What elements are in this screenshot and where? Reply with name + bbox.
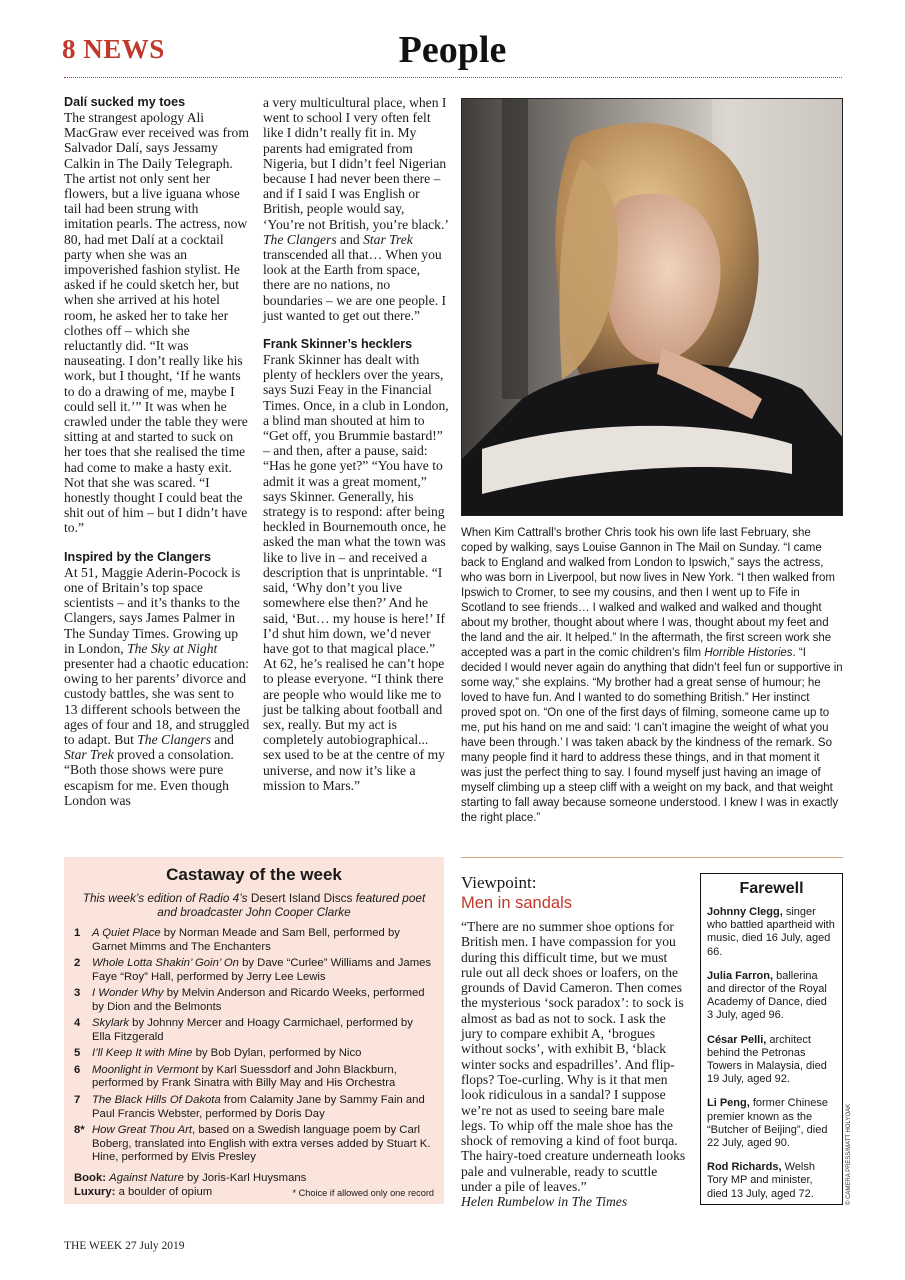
photo-credit: © CAMERA PRESS/MATT HOLYOAK <box>846 1103 852 1205</box>
viewpoint-headline: Men in sandals <box>461 894 572 912</box>
track-text: I’ll Keep It with Mine by Bob Dylan, performed by Nico <box>92 1047 362 1060</box>
farewell-box <box>700 873 843 1205</box>
track-item <box>74 1047 434 1061</box>
track-text: I Wonder Why by Melvin Anderson and Ricardo Weeks, performed by Dion and the Belmonts <box>92 987 425 1013</box>
caption-divider <box>461 857 843 858</box>
track-item <box>74 987 434 1015</box>
track-number: 1 <box>74 927 81 939</box>
obituary-item: Rod Richards, Welsh Tory MP and minister, died 13 July, aged 72. <box>707 1161 815 1200</box>
column-2 <box>263 95 449 793</box>
track-list <box>74 927 434 1165</box>
obituary-list <box>707 906 836 1201</box>
story-dali-heading: Dalí sucked my toes <box>64 95 186 109</box>
castaway-box <box>64 857 444 1204</box>
track-number: 6 <box>74 1063 81 1076</box>
track-text: The Black Hills Of Dakota from Calamity Jane by Sammy Fain and Paul Francis Webster, performed by Doris Day <box>92 1093 425 1120</box>
castaway-note: * Choice if allowed only one record <box>292 1188 434 1199</box>
portrait-photo <box>461 98 843 516</box>
track-text: How Great Thou Art, based on a Swedish language poem by Carl Boberg, translated into English with extra verses added by Stuart K. Hine, performed by Elvis Presley <box>92 1123 431 1164</box>
section-label: 8 NEWS <box>62 34 165 64</box>
track-number: 3 <box>74 987 81 1000</box>
farewell-title: Farewell <box>739 880 804 897</box>
story-clangers-continued: a very multicultural place, when I went to school I very often felt like I didn’t really fit in. My parents had emigrated from Nigeria, but I didn’t feel Nigerian because I had never been there – and if I said I was English or British, people would say, ‘You’re not British, you’re black.’ The Clangers and Star Trek transcended all that… When you look at the Earth from space, there are no nations, no boundaries – we are one people. I just wanted to get out there.” <box>263 95 448 323</box>
track-item <box>74 1017 434 1045</box>
story-dali-body: The strangest apology Ali MacGraw ever received was from Salvador Dalí, says Jessamy Calkin in The Daily Telegraph. The artist not only sent her flowers, but a live iguana whose tail had been strung with imitation pearls. The actress, now 80, had met Dalí at a cocktail party when she was an impoverished fashion stylist. He asked if he could sketch her, but when she arrived at his hotel room, he asked her to take her clothes off – which she reluctantly did. “It was nauseating. I don’t really like his work, but I thought, ‘If he wants to do a drawing of me, maybe I could sell it.’” It was when he crawled under the table they were sitting at and started to suck on her toes that she realised the time had come to make a hasty exit. Not that she was scared. “I honestly thought I could beat the shit out of him – but I didn’t have to.” <box>64 110 249 536</box>
obituary-item: César Pelli, architect behind the Petronas Towers in Malaysia, died 19 July, aged 92. <box>707 1033 827 1086</box>
viewpoint-column <box>461 873 689 1210</box>
track-text: Moonlight in Vermont by Karl Suessdorf and John Blackburn, performed by Frank Sinatra with Billy May and His Orchestra <box>92 1063 397 1090</box>
track-number: 7 <box>74 1093 81 1106</box>
track-item <box>74 927 434 955</box>
track-number: 2 <box>74 957 81 970</box>
track-text: A Quiet Place by Norman Meade and Sam Bell, performed by Garnet Mimms and The Enchanters <box>92 927 400 953</box>
header-divider <box>64 77 842 78</box>
castaway-book: Book: Against Nature by Joris-Karl Huysmans <box>74 1172 307 1185</box>
track-item <box>74 957 434 985</box>
story-clangers-body: At 51, Maggie Aderin-Pocock is one of Britain’s top space scientists – and it’s thanks to the Clangers, says James Palmer in The Sunday Times. Growing up in London, The Sky at Night presenter had a chaotic education: owing to her parents’ divorce and custody battles, she was sent to 13 different schools between the ages of four and 18, and struggled to adapt. But The Clangers and Star Trek proved a consolation. “Both those shows were pure escapism for me. Even though London was <box>64 564 250 808</box>
track-number: 8* <box>74 1123 85 1136</box>
track-number: 5 <box>74 1047 81 1060</box>
story-skinner-heading: Frank Skinner’s hecklers <box>263 337 413 352</box>
obituary-item: Li Peng, former Chinese premier known as the “Butcher of Beijing”, died 22 July, aged 90. <box>707 1097 829 1150</box>
castaway-luxury: Luxury: a boulder of opium * Choice if allowed only one record <box>74 1186 434 1199</box>
castaway-title: Castaway of the week <box>166 865 342 884</box>
obituary-item: Julia Farron, ballerina and director of the Royal Academy of Dance, died 3 July, aged 96. <box>707 969 827 1022</box>
track-number: 4 <box>74 1017 81 1030</box>
column-1 <box>64 95 250 808</box>
track-item <box>74 1124 434 1165</box>
page-title: People <box>398 29 507 71</box>
viewpoint-body: “There are no summer shoe options for British men. I have compassion for you during this difficult time, but we must rule out all deck shoes or loafers, on the grounds of David Cameron. Then comes the mysterious ‘sock paradox’: to sock is almost as bad as not to sock. I ask the jury to compare exhibit A, ‘brogues without socks’, with exhibit B, ‘black winter socks and espadrilles’. And flip-flops? Toe-curling. Why is it that men look ridiculous in a sandal? I suppose we’re not as used to seeing bare male legs. To whip off the male shoe has the shock of removing a kind of foot burqa. The hairy-toed creature underneath looks pale and vulnerable, ready to scuttle under a pile of leaves.” <box>461 919 686 1195</box>
castaway-intro: This week’s edition of Radio 4’s Desert Island Discs featured poet and broadcaster John Cooper Clarke <box>82 891 426 919</box>
photo-caption: When Kim Cattrall’s brother Chris took his own life last February, she coped by walking, says Louise Gannon in The Mail on Sunday. “I came back to England and walked from London to Ipswich,” says the actress, who was born in Liverpool, but now lives in New York. “I then walked from Ipswich to Cromer, to see my cousins, and then I went up to Fife in Scotland to see friends… I walked and walked and walked and thought about my brother, thought about where I was, thought about my feet and the land and the air. It helped.” In the aftermath, the first screen work she accepted was a part in the comic children’s film Horrible Histories. “I decided I would never again do anything that didn’t feel fun or supportive in some way,” she explains. “My brother had a great sense of humour; he loved to have fun. And I wanted to do something British.” Her instinct proved spot on. “On one of the first days of filming, someone came up to me, put his hand on me and said: ‘I can’t imagine the weight of what you have been through.’ I was taken aback by the kindness of the remark. So many people find it hard to address these things, and in that moment it was just the perfect thing to say. I found myself just having an image of myself climbing up a steep cliff with a weight on my back, and that weight starting to fall away because someone understood. I knew I was in exactly the right place.” <box>461 527 843 824</box>
track-text: Skylark by Johnny Mercer and Hoagy Carmichael, performed by Ella Fitzgerald <box>92 1017 413 1044</box>
page-footer: THE WEEK 27 July 2019 <box>64 1240 185 1252</box>
obituary-item: Johnny Clegg, singer who battled apartheid with music, died 16 July, aged 66. <box>707 906 835 958</box>
viewpoint-kicker: Viewpoint: <box>461 873 537 892</box>
story-clangers-heading: Inspired by the Clangers <box>64 549 211 564</box>
track-text: Whole Lotta Shakin’ Goin’ On by Dave “Curlee” Williams and James Faye “Roy” Hall, performed by Jerry Lee Lewis <box>92 957 432 983</box>
track-item <box>74 1094 434 1122</box>
track-item <box>74 1064 434 1092</box>
story-skinner-body: Frank Skinner has dealt with plenty of hecklers over the years, says Suzi Feay in the Financial Times. Once, in a club in London, a blind man shouted at him to “Get off, you Brummie bastard!” – and then, after a pause, said: “Has he gone yet?” “You have to admit it was a great moment,” says Skinner. Generally, his strategy is to respond: after being heckled in Bournemouth once, he asked the man what the town was like to live in – and received a description that is unprintable. “I said, ‘Why don’t you live somewhere else then?’ And he said, ‘But… my house is here!’ If I’d shut him down, we’d never have got to that magical place.” At 62, he’s realised he can’t hope to please everyone. “I think there are people who would like me to just be talking about football and sex, really. But my act is completely autobiographical... sex used to be at the centre of my universe, and now it’s like a mission to Mars.” <box>263 352 449 793</box>
viewpoint-byline: Helen Rumbelow in The Times <box>461 1194 628 1210</box>
